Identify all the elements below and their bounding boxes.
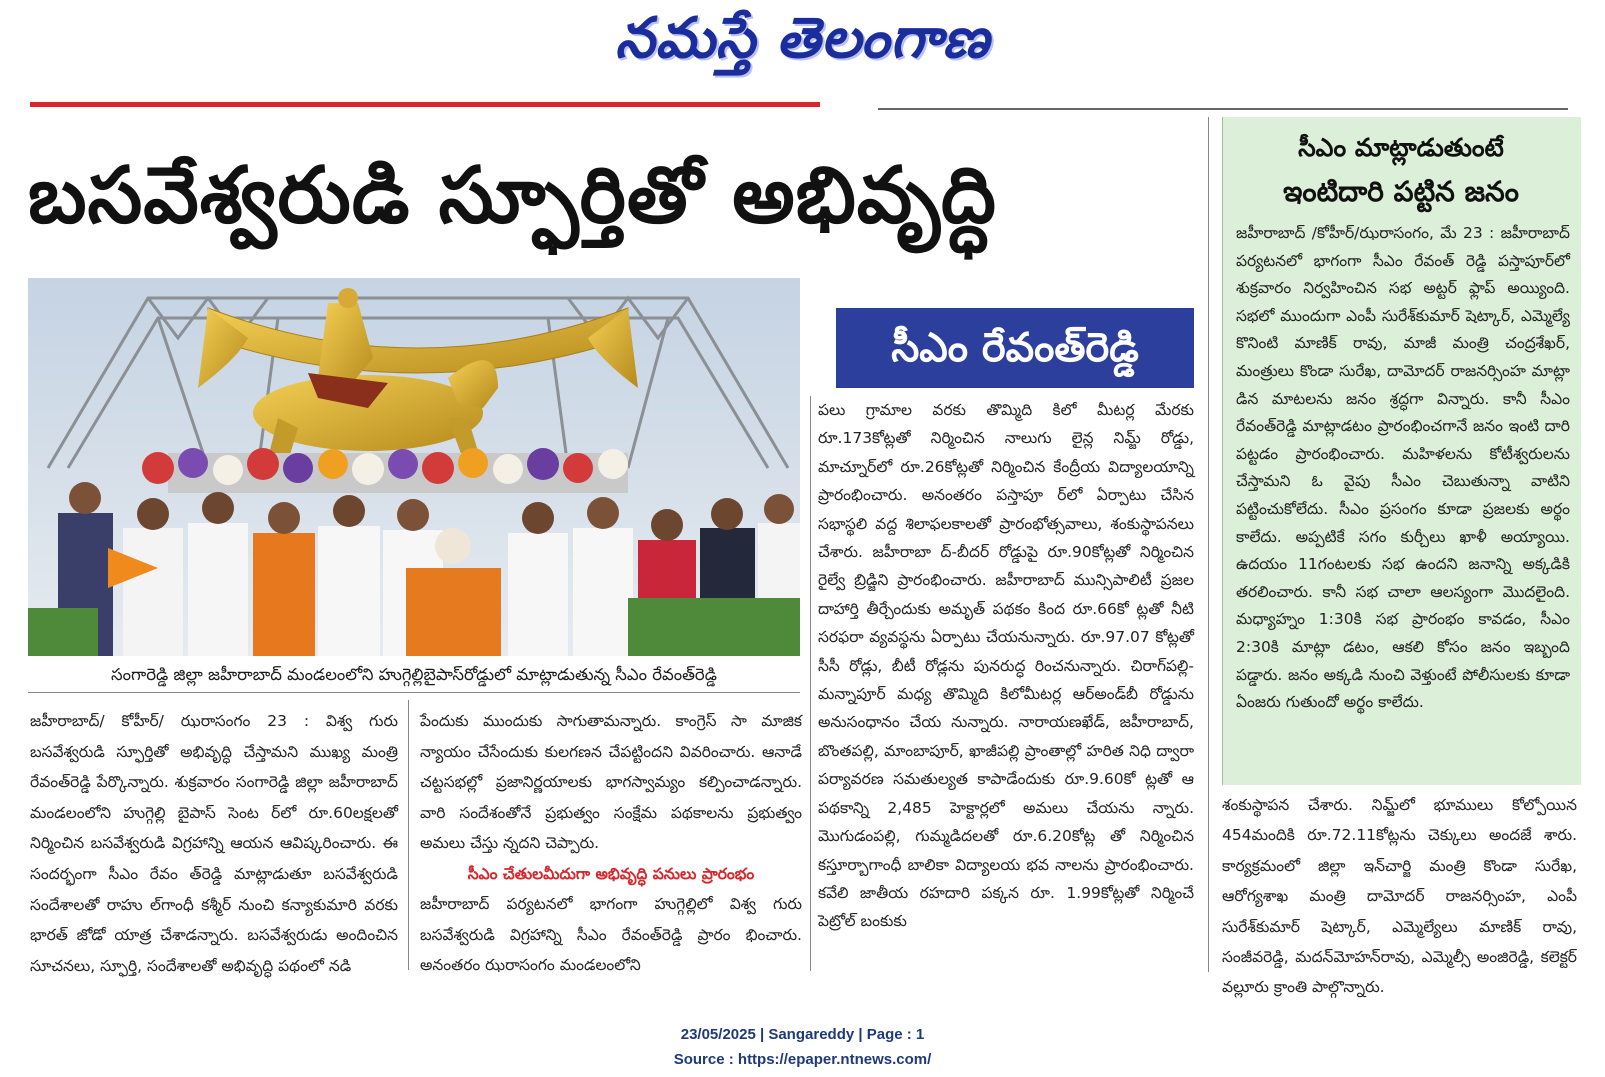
sidebar-text: జహీరాబాద్ /కోహీర్/ఝరాసంగం, మే 23 : జహీరాబాద్ పర్యటనలో భాగంగా సీఎం రేవంత్ రెడ్డి పస్తాపూర్‌లో శుక్రవారం నిర్వహించిన సభ అట్టర్ ఫ్లాప్ అయ్యింది. సభలో ముందుగా ఎంపీ సురేశ్‌కుమార్ షెట్కార్, ఎమ్మెల్యే కొనింటి మాణిక్ రావు, మాజీ మంత్రి చంద్రశేఖర్, మంత్రులు కొండా సురేఖ, దామోదర్ రాజనర్సింహ మాట్లా డిన మాటలను జనం శ్రద్ధగా విన్నారు. కానీ సీఎం రేవంత్‌రెడ్డి మాట్లాడటం ప్రారంభించగానే జనం ఇంటి దారి పట్టడం ప్రారంభించారు. మహిళలను కోటీశ్వరులను చేస్తామని ఓ వైపు సీఎం చెబుతున్నా వాటిని పట్టించుకోలేదు. సీఎం ప్రసంగం కూడా ప్రజలకు అర్థం కాలేదు. అప్పటికే సగం కుర్చీలు ఖాళీ అయ్యాయి. ఉదయం 11గంటలకు సభ ఉందని జనాన్ని అక్కడికి తరలించారు. కానీ సభ చాలా ఆలస్యంగా మొదలైంది. మధ్యాహ్నం 1:30కి సభ ప్రారంభం కావడం, సీఎం 2:30కి మాట్లా డటం, ఆకలి కోసం జనం ఇబ్బంది పడ్డారు. జనం అక్కడి నుంచి వెళ్తుంటే పోలీసులకు కూడా ఏంజరు గుతుందో అర్థం కాలేదు.: [1236, 224, 1570, 712]
column-2-paragraph-2: జహీరాబాద్ పర్యటనలో భాగంగా హుగ్గెల్లిలో విశ్వ గురు బసవేశ్వరుడి విగ్రహాన్ని సీఎం రేవంత్‌రెడ్డి ప్రారం భించారు. అనంతరం ఝరాసంగం మండలంలోని: [420, 894, 802, 975]
column-3-text: పలు గ్రామాల వరకు తొమ్మిది కిలో మీటర్ల మేరకు రూ.173కోట్లతో నిర్మించిన నాలుగు లైన్ల నిమ్జ్ రోడ్డు, మాచ్నూర్‌లో రూ.26కోట్లతో నిర్మించిన కేంద్రీయ విద్యాలయాన్ని ప్రారంభించారు. అనంతరం పస్తాపూ ర్‌లో ఏర్పాటు చేసిన సభాస్థలి వద్ద శిలాఫలకాలతో ప్రారంభోత్సవాలు, శంకుస్థాపనలు చేశారు. జహీరాబా ద్-బీదర్ రోడ్డుపై రూ.90కోట్లతో నిర్మించిన రైల్వే బ్రిడ్జిని ప్రారంభించారు. జహీరాబాద్ మున్సిపాలిటీ ప్రజల దాహార్తి తీర్చేందుకు అమృత్ పథకం కింద రూ.66కో ట్లతో నీటి సరఫరా వ్యవస్థను ఏర్పాటు చేయనున్నారు. రూ.97.07 కోట్లతో సీసీ రోడ్లు, బీటీ రోడ్లను పునరుద్ధ రించనున్నారు. చిరాగ్‌పల్లి-మన్నాపూర్ మధ్య తొమ్మిది కిలోమీటర్ల ఆర్‌అండ్‌బీ రోడ్డును అనుసంధానం చేయ నున్నారు. నారాయణఖేడ్, జహీరాబాద్, బొంతపల్లి, మాంబాపూర్, ఖాజీపల్లి ప్రాంతాల్లో హరిత నిధి ద్వారా పర్యావరణ సమతుల్యత కాపాడేందుకు రూ.9.60కో ట్లతో ఆ పథకాన్ని 2,485 హెక్టార్లలో అమలు చేయను న్నారు. మొగుడంపల్లి, గుమ్మడిదలతో రూ.6.20కోట్ల తో నిర్మించిన కస్తూర్బాగాంధీ బాలికా విద్యాలయ భవ నాలను ప్రారంభించారు. కవేలి జాతీయ రహదారి పక్కన రూ. 1.99కోట్లతో నిర్మించే పెట్రోల్ బంకుకు: [818, 401, 1194, 931]
sidebar-title-line-2: ఇంటిదారి పట్టిన జనం: [1283, 175, 1519, 208]
article-column-3: [818, 396, 1194, 936]
column-divider: [810, 396, 811, 971]
column-2-paragraph-1: పేందుకు ముందుకు సాగుతామన్నారు. కాంగ్రెస్ సా మాజిక న్యాయం చేసేందుకు కులగణన చేపట్టిందని వివరించారు. ఆనాడే చట్టసభల్లో ప్రజానిర్ణయాలకు భాగస్వామ్యం కల్పించాడన్నారు. వారి సందేశంతోనే ప్రభుత్వం సంక్షేమ పథకాలను ప్రభుత్వం అమలు చేస్తు న్నదని చెప్పారు.: [420, 712, 802, 853]
article-column-1: [30, 706, 398, 981]
column-4-text: శంకుస్థాపన చేశారు. నిమ్జ్‌లో భూములు కోల్పోయిన 454మందికి రూ.72.11కోట్లను చెక్కులు అందజే శారు. కార్యక్రమంలో జిల్లా ఇన్‌చార్జి మంత్రి కొండా సురేఖ, ఆరోగ్యశాఖ మంత్రి దామోదర్ రాజనర్సింహ, ఎంపీ సురేశ్‌కుమార్ షెట్కార్, ఎమ్మెల్యేలు మాణిక్ రావు, సంజీవరెడ్డి, మదన్‌మోహన్‌రావు, ఎమ్మెల్సీ అంజిరెడ్డి, కలెక్టర్ వల్లూరు క్రాంతి పాల్గొన్నారు.: [1222, 796, 1577, 997]
photo-caption: సంగారెడ్డి జిల్లా జహీరాబాద్ మండలంలోని హుగ్గెల్లిబైపాస్‌రోడ్డులో మాట్లాడుతున్న సీఎం రేవంత్‌రెడ్డి: [28, 658, 800, 693]
masthead-logo: నమస్తే తెలంగాణ: [615, 6, 990, 71]
article-column-4: [1222, 790, 1577, 1003]
gray-divider: [878, 108, 1568, 110]
column-2-subhead: సీఎం చేతులమీదుగా అభివృద్ధి పనులు ప్రారంభం: [467, 864, 755, 883]
column-1-text: జహీరాబాద్/ కోహీర్/ ఝరాసంగం 23 : విశ్వ గురు బసవేశ్వరుడి స్ఫూర్తితో అభివృద్ధి చేస్తామని ముఖ్య మంత్రి రేవంత్‌రెడ్డి పేర్కొన్నారు. శుక్రవారం సంగారెడ్డి జిల్లా జహీరాబాద్ మండలంలోని హుగ్గెల్లి బైపాస్ సెంట ర్‌లో రూ.60లక్షలతో నిర్మించిన బసవేశ్వరుడి విగ్రహాన్ని ఆయన ఆవిష్కరించారు. ఈ సందర్భంగా సీఎం రేవం త్‌రెడ్డి మాట్లాడుతూ బసవేశ్వరుడి సందేశాలతో రాహు ల్‌గాంధీ కశ్మీర్ నుంచి కన్యాకుమారి వరకు భారత్ జోడో యాత్ర చేశాడన్నారు. బసవేశ్వరుడు అందించిన సూచనలు, స్ఫూర్తి, సందేశాలతో అభివృద్ధి పథంలో నడి: [30, 712, 398, 975]
column-divider: [408, 700, 409, 970]
footer-date-line: 23/05/2025 | Sangareddy | Page : 1: [680, 1026, 925, 1043]
news-photo: [28, 278, 800, 656]
sidebar-title-line-1: సీఎం మాట్లాడుతుంటే: [1298, 133, 1504, 162]
page-footer: [0, 1022, 1605, 1072]
cm-name-banner: సీఎం రేవంత్‌రెడ్డి: [836, 308, 1194, 388]
red-divider: [30, 102, 820, 107]
sidebar-title: [1222, 126, 1580, 214]
column-divider: [1208, 117, 1209, 972]
footer-source-line: Source : https://epaper.ntnews.com/: [673, 1051, 932, 1068]
article-column-2: [420, 706, 802, 981]
headline: బసవేశ్వరుడి స్ఫూర్తితో అభివృద్ధి: [28, 151, 997, 241]
